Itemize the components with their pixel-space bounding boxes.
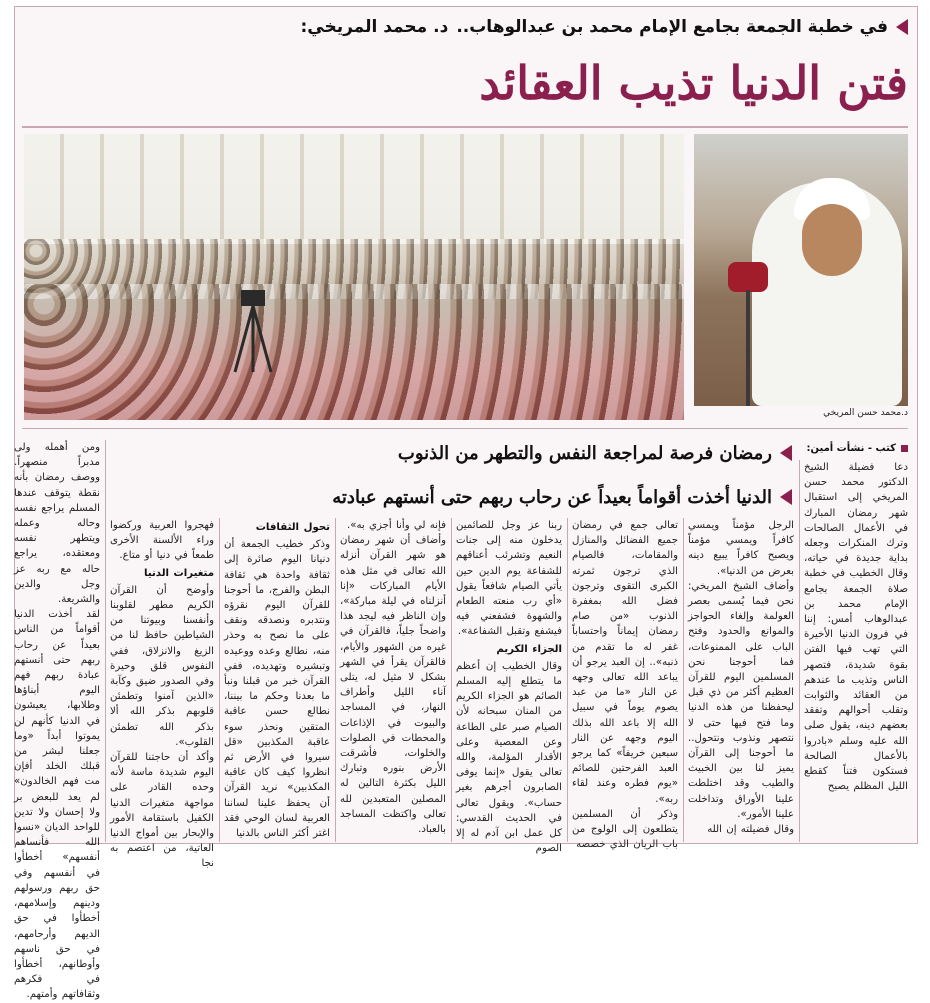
triangle-bullet-icon: [780, 489, 792, 505]
kicker-event: في خطبة الجمعة بجامع الإمام محمد بن عبدالوهاب..: [456, 17, 888, 37]
subheadline-1: رمضان فرصة لمراجعة النفس والتطهر من الذنوب: [142, 438, 792, 468]
kicker-speaker: د. محمد المريخي:: [300, 17, 449, 37]
article-column-8: ومن أهمله ولى مدبراً منصهراً. ووصف رمضان بأنه نقطة يتوقف عندها المسلم يراجع نفسه وحاله وعمله ويتطهر نفسه ومعتقده، يراجع حاله مع ربه عز وجل والدين والشريعة. لقد أخذت الدنيا أقواماً من الناس بعيداً عن رحاب ربهم حتى أنستهم عبادة ربهم فهم اليوم أبناؤها وطلابها، يعيشون في الدنيا كأنهم لن يموتوا أبداً «وما جعلنا لبشر من قبلك الخلد أفإن مت فهم الخالدون» لم يعد للبعض بر ولا إحسان ولا تدين للواحد الديان «نسوا الله فأنساهم أنفسهم» أخطأوا في أنفسهم وفي حق ربهم ورسولهم ودينهم وإسلامهم، أخطأوا في حق الديهم وأرحامهم، في حق ناسهم وأوطانهم، أخطأوا في فكرهم وثقافاتهم وأمتهم.: [14, 442, 100, 1001]
article-column-4: ربنا عز وجل للصائمين يدخلون منه إلى جنات النعيم وتشرئب أعناقهم للشفاعة يوم الدين حين يأتي الصيام شافعاً يقول «أي رب منعته الطعام والشهوة فشفعني فيه فيشفع وتقبل الشفاعة». الجزاء الكريم وقال الخطيب إن أعظم ما يتطلع إليه المسلم الصائم هو الجزاء الكريم من المنان سبحانه لأن الصيام صبر على الطاعة وعن المعصية وعلى الأقدار المؤلمة، والله تعالى يقول «إنما يوفى الصابرون أجرهم بغير حساب». ويقول تعالى في الحديث القدسي: كل عمل ابن آدم له إلا الصوم: [456, 520, 562, 855]
camera-tripod-icon: [229, 284, 275, 374]
article-column-7: فهجروا العربية وركضوا وراء الألسنة الأخرى طمعاً في دنيا أو متاع. متغيرات الدنيا وأوضح أن القرآن الكريم مطهر لقلوبنا وأنفسنا وبيوتنا من الشياطين حافظ لنا من الزيغ والانزلاق، ففي النفوس قلق وحيرة وفي الصدور ضيق وكآبة «الذين آمنوا وتطمئن قلوبهم بذكر الله ألا بذكر الله تطمئن القلوب». وأكد أن حاجتنا للقرآن اليوم شديدة ماسة لأنه وحده القادر على مواجهة متغيرات الدنيا الكفيل باستقامة الأمور والإبحار بين أمواج الدنيا العاتية، من اعتصم به نجا: [110, 520, 214, 870]
article-column-5: فإنه لي وأنا أجزي به». وأضاف أن شهر رمضان هو شهر القرآن أنزله الله تعالى في مثل هذه الأيام المباركات «إنا أنزلناه في ليلة مباركة»، وإن الناظر فيه ليجد هذا واضحاً جلياً، فالقرآن في غيره من الشهور والأيام، فالقرآن يقرأ في الشهر بشكل لا مثيل له، يتلى آناء الليل وأطراف النهار، في المساجد والبيوت في الإذاعات والمحطات في الصلوات والخلوات، فأشرقت الأرض بنوره وتبارك الليل بكثرة التالين له المصلين المتعبدين لله تعالى واكتظت المساجد بالعباد.: [340, 520, 446, 836]
divider: [22, 428, 908, 429]
triangle-bullet-icon: [896, 19, 908, 35]
kicker: [300, 12, 908, 42]
speaker-photo: [694, 134, 908, 406]
divider: [22, 126, 908, 128]
section-heading: متغيرات الدنيا: [144, 567, 214, 579]
section-heading: تحول الثقافات: [255, 522, 330, 533]
photo-caption: د.محمد حسن المريخي: [823, 408, 908, 418]
square-bullet-icon: [901, 445, 908, 452]
subheadline-2: الدنيا أخذت أقواماً بعيداً عن رحاب ربهم حتى أنستهم عبادته: [142, 482, 792, 512]
article-column-6: تحول الثقافات وذكر خطيب الجمعة أن دنيانا اليوم صائرة إلى ثقافة واحدة هي ثقافة البطن والفرج، ما أحوجنا للقرآن اليوم نقرؤه ونتدبره ونصدقه ونقف على ما نصح به وحذر منه، نطالع وعده ووعيده وتبشيره وتهديده، ففي القرآن خبر من قبلنا ونبأ ما بعدنا وحكم ما بيننا، نطالع حسن عاقبة المتقين ونحذر سوء عاقبة المكذبين «قل سيروا في الأرض ثم انظروا كيف كان عاقبة المكذبين» نريد القرآن أن يحفظ علينا لساننا العربية لسان الوحي فقد اغتر أكثر الناس بالدنيا: [224, 522, 330, 840]
article-column-1: دعا فضيلة الشيخ الدكتور محمد حسن المريخي إلى استقبال شهر رمضان المبارك في الأعمال الصالحات وترك المنكرات وجعله بداية جديدة في حياته، وقال الخطيب في خطبة صلاة الجمعة بجامع الإمام محمد بن عبدالوهاب أمس: إننا في فرون الدنيا الأخيرة التي تهب فيها الفتن بقوة شديدة، فتصهر الناس وتذيب ما عندهم من العقائد والثوابت وتقلب أحوالهم وتفقد بعضهم دينه، يقول صلى الله عليه وسلم «بادروا بالأعمال الصالحة فستكون فتناً كقطع الليل المظلم يصبح: [804, 462, 908, 793]
triangle-bullet-icon: [780, 445, 792, 461]
article-column-2: الرجل مؤمناً ويمسي كافراً ويمسي مؤمناً ويصبح كافراً يبيع دينه بعرض من الدنيا». وأضاف الشيخ المريخي: نحن فيما يُسمى بعصر العولمة وإلغاء الحواجز والموانع والحدود وفتح الباب على الممنوعات، فما أحوجنا نحن المسلمين اليوم للقرآن العظيم أكثر من ذي قبل ليحفظنا من هذه الدنيا وما فتح فيها حتى لا نتصهر ونذوب ونتحول.. ما أحوجنا إلى القرآن يميز لنا بين الخبيث والطيب وقد اختلطت علينا الأوراق وتداخلت علينا الأمور». وقال فضيلته إن الله: [688, 520, 794, 836]
headline: فتن الدنيا تذيب العقائد: [479, 56, 908, 110]
byline: كتب - نشأت أمين:: [798, 440, 908, 456]
microphone-icon: [728, 262, 768, 292]
article-column-3: تعالى جمع في رمضان جميع الفضائل والمنازل والمقامات، فالصيام الذي ترجون ثمرته الكبرى التقوى وترجون فضل الله بمغفرة الذنوب «من صام رمضان إيماناً واحتساباً غفر له ما تقدم من ذنبه».. إن العبد يرجو أن يباعد الله تعالى وجهه عن النار «ما من عبد يصوم يوماً في سبيل الله إلا باعد الله بذلك اليوم وجهه عن النار سبعين خريفاً» كما يرجو العبد الفرحتين للصائم «يوم فطره وعند لقاء ربه». وذكر أن المسلمين يتطلعون إلى الولوج من باب الريان الذي خصصه: [572, 520, 678, 851]
section-heading: الجزاء الكريم: [496, 643, 562, 655]
congregation-photo: [24, 134, 684, 420]
